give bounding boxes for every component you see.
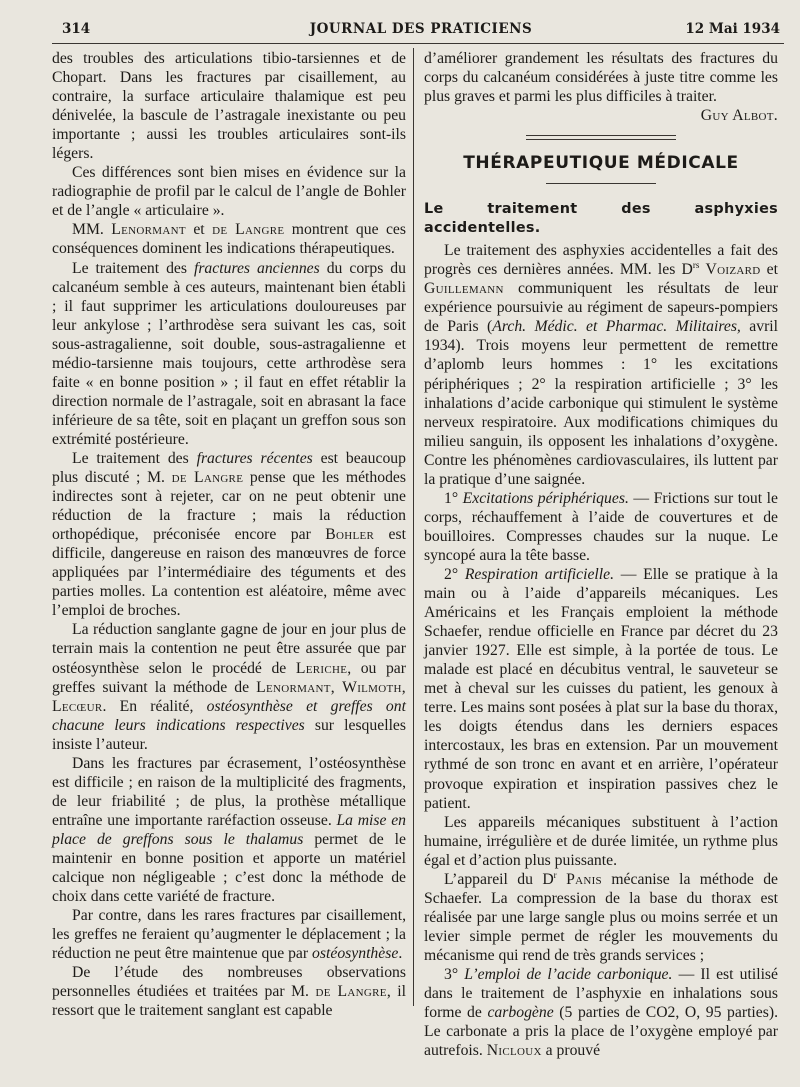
text-run: est beaucoup plus discuté ; M. <box>52 449 406 487</box>
italic-run: Respiration artificielle. <box>464 565 615 583</box>
paragraph <box>424 870 778 965</box>
text-run: Le traitement des <box>72 259 194 277</box>
text-run: La réduction sanglante gagne de jour en jour plus de terrain mais la contention ne peut être assurée que par ostéosynthèse selon le procédé de <box>52 621 406 677</box>
author-name: Lenormant <box>111 221 186 239</box>
author-name: Voizard <box>705 261 761 279</box>
text-run: 2° <box>444 565 465 583</box>
text-run: 1° <box>444 489 463 507</box>
issue-date: 12 Mai 1934 <box>685 21 780 37</box>
italic-run: fractures récentes <box>196 449 313 467</box>
signature-line <box>424 106 778 125</box>
journal-title: JOURNAL DES PRATICIENS <box>309 21 533 37</box>
author-name: Nicloux <box>486 1042 542 1060</box>
text-run: Le traitement des asphyxies accidentelles a fait des progrès ces dernières années. MM. les D <box>424 242 778 279</box>
column-divider <box>413 48 414 1006</box>
text-run: du corps du calcanéum semble à ces auteurs, maintenant bien établi ; il faut supprimer les articulations douloureuses par leur ankylose ; l’arthrodèse sera suivant les cas, soit sous-astragalienne, soit double, sous-astragalienne et médio-tarsienne mais toujours, cette arthrodèse sera faite « en bonne position » ; il faut en effet rétablir la direction normale de l’astragale, soit en abrasant la face inférieure de sa tête, soit en plaçant un greffon sous son extrémité postérieure. <box>52 259 406 448</box>
text-run: est difficile, dangereuse en raison des manœuvres de force appliquées par l’intermédiaire des téguments et des parties molles. La contention est aléatoire, même avec l’emploi de broches. <box>52 526 406 620</box>
superscript: rs <box>692 260 700 270</box>
text-run: De l’étude des nombreuses observations personnelles étudiées et traitées par M. <box>52 964 406 1001</box>
paragraph <box>424 241 778 489</box>
text-run: — Elle se pratique à la main ou à l’aide d’appareils mécaniques. Les Américains et les Français emploient la méthode Schaefer, rendue officielle en France par décret du 23 janvier 1927. Elle est simple, à la portée de tous. Le malade est placé en décubitus ventral, le sauveteur se met à cheval sur les cuisses du patient, les genoux à terre. Les mains sont posées à plat sur la base du thorax, les doigts étendus dans les derniers espaces intercostaux, les bras en extension. Par un mouvement rythmé de son tronc en avant et en arrière, l’opérateur provoque expiration et inspiration passives chez le patient. <box>424 565 778 812</box>
italic-run: Arch. Médic. et Pharmac. Militaires, <box>492 318 741 336</box>
section-underline <box>546 183 656 184</box>
author-name: de Langre <box>212 221 285 239</box>
italic-run: carbogène <box>487 1004 554 1022</box>
running-header <box>62 18 780 40</box>
italic-run: L’emploi de l’acide carbonique. <box>464 965 673 983</box>
signature: Guy Albot. <box>700 107 778 125</box>
right-column <box>424 49 778 1060</box>
paragraph <box>424 565 778 813</box>
paragraph: Les appareils mécaniques substituent à l’action humaine, irrégulière et de durée limitée, un rythme plus égal et d’action plus puissante. <box>424 813 778 869</box>
superscript: r <box>553 869 557 880</box>
paragraph <box>52 220 406 258</box>
text-run: avril 1934). Trois moyens leur permettent de remettre d’aplomb leurs hommes : 1° les excitations périphériques ; 2° la respiration artificielle ; 3° les inhalations d’acide carbonique qui stimulent le système nerveux respiratoire. Aux modifications chimiques du milieu sanguin, ils opposent les inhalations d’oxygène. Contre les phénomènes cardiovasculaires, ils luttent par la pratique d’une saignée. <box>424 318 779 488</box>
page-number: 314 <box>62 21 91 37</box>
text-run: et <box>760 261 779 279</box>
text-run: . En réalité, <box>102 697 207 715</box>
author-name: Lenormant, Wilmoth, Lecœur <box>52 678 406 715</box>
text-run: sur lesquelles insiste l’auteur. <box>52 716 406 753</box>
author-name: de Langre <box>171 469 244 487</box>
author-name: Bohler <box>325 526 375 544</box>
paragraph: des troubles des articulations tibio-tarsiennes et de Chopart. Dans les fractures par cisaillement, au contraire, la surface articulaire thalamique est peu dénivelée, la bascule de l’astragale inexistante ou peu importante ; aussi les troubles articulaires sont-ils légers. <box>52 50 406 163</box>
text-run: Le traitement des <box>72 449 197 467</box>
text-run: 3° <box>444 965 465 983</box>
text-run: communiquent les résultats de leur expérience poursuivie au régiment de sapeurs-pompiers de Paris ( <box>424 280 778 336</box>
article-title: Le traitement des asphyxies accidentelles. <box>424 201 778 237</box>
left-column <box>52 49 406 1020</box>
author-name: Panis <box>566 870 602 888</box>
italic-run: ostéosynthèse et greffes ont chacune leurs indications respectives <box>52 697 406 734</box>
paragraph: d’améliorer grandement les résultats des fractures du corps du calcanéum considérées à juste titre comme les plus graves et parmi les plus difficiles à traiter. <box>424 50 778 106</box>
italic-run: La mise en place de greffons sous le thalamus <box>52 811 406 848</box>
paragraph <box>424 965 778 1060</box>
italic-run: fractures anciennes <box>193 259 320 277</box>
paragraph <box>424 489 778 565</box>
text-run: pense que les méthodes indirectes sont à rejeter, car on ne peut obtenir une réduction de la fracture ; mais la réduction orthopédique, préconisée encore par <box>52 469 406 544</box>
text-run: — Il est utilisé dans le traitement de l’asphyxie en inhalations sous forme de <box>424 965 778 1022</box>
paragraph <box>52 963 406 1020</box>
text-run: permet de le maintenir en bonne position et apporte un matériel calcique non négligeable ; c’est donc la méthode de choix dans cette variété de fracture. <box>52 830 406 906</box>
author-name: de Langre <box>315 983 387 1001</box>
paragraph <box>52 754 406 906</box>
header-rule <box>52 43 784 44</box>
text-run: L’appareil du D <box>444 870 554 888</box>
text-run: et <box>185 221 213 239</box>
text-run: mécanise la méthode de Schaefer. La compression de la base du thorax est réalisée par une large sangle plus ou moins serrée et un levier simple permet de régler les mouvements du mécanisme qui rend de très grands services ; <box>424 870 779 964</box>
text-run: a prouvé <box>541 1042 601 1060</box>
text-run: Dans les fractures par écrasement, l’ostéosynthèse est difficile ; en raison de la multiplicité des fragments, de leur friabilité ; de plus, la prothèse métallique entraîne une importante raréfaction osseuse. <box>52 754 406 829</box>
text-run: montrent que ces conséquences dominent les indications thérapeutiques. <box>52 221 406 258</box>
italic-run: Excitations périphériques. <box>462 489 629 507</box>
paragraph <box>52 259 406 449</box>
paragraph: Ces différences sont bien mises en évidence sur la radiographie de profil par le calcul de l’angle de Bohler et de l’angle « articulaire ». <box>52 164 406 220</box>
text-run: Par contre, dans les rares fractures par cisaillement, les greffes ne feraient qu’augmenter le déplacement ; la réduction ne peut être maintenue que par <box>52 907 406 963</box>
paragraph <box>52 906 406 963</box>
text-run: , il ressort que le traitement sanglant est capable <box>52 983 406 1020</box>
author-name: Guillemann <box>424 280 504 298</box>
paragraph <box>52 620 406 753</box>
section-divider <box>526 135 676 140</box>
section-title: THÉRAPEUTIQUE MÉDICALE <box>463 153 739 174</box>
italic-run: ostéosynthèse <box>312 945 399 963</box>
text-run: — Frictions sur tout le corps, réchauffement à l’aide de couvertures et de bouilloires. Compresses chaudes sur la nuque. Le syncopé aura la tête basse. <box>424 489 778 564</box>
text-run: , ou par greffes suivant la méthode de <box>52 659 406 696</box>
paragraph <box>52 449 406 620</box>
text-run: . <box>398 945 403 963</box>
author-name: Leriche <box>295 659 348 677</box>
text-run: (5 parties de CO2, O, 95 parties). Le carbonate a pris la place de l’oxygène employé par autrefois. <box>424 1004 779 1060</box>
text-run: MM. <box>72 221 112 239</box>
